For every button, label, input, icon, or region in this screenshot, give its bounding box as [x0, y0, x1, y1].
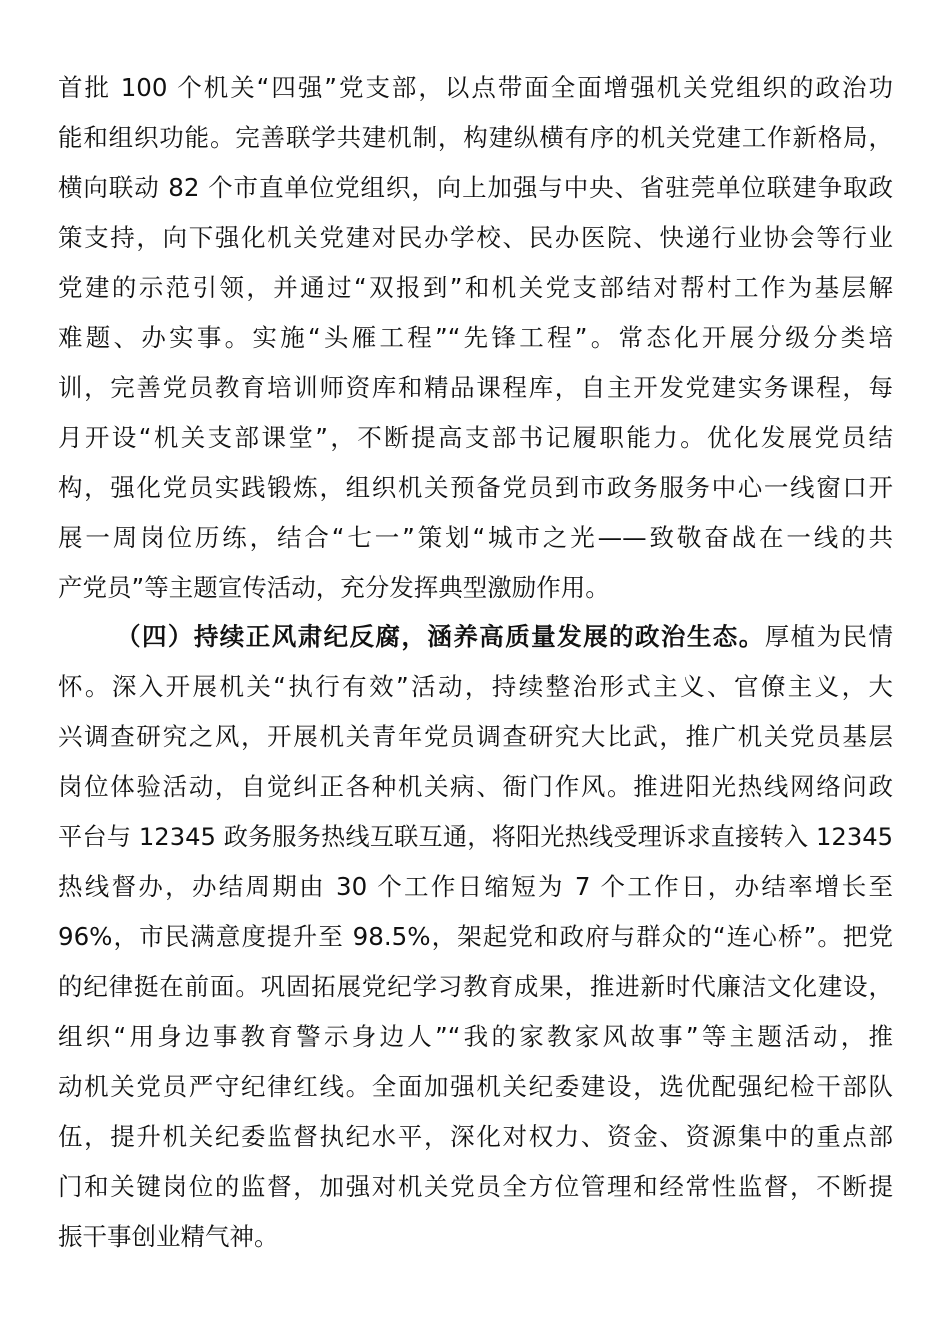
text-line: 首批 100 个机关“四强”党支部，以点带面全面增强机关党组织的政治功	[58, 73, 893, 102]
text-line: 能和组织功能。完善联学共建机制，构建纵横有序的机关党建工作新格局，	[58, 123, 893, 152]
text-line: 96%，市民满意度提升至 98.5%，架起党和政府与群众的“连心桥”。把党	[58, 922, 893, 951]
text-line: 构，强化党员实践锻炼，组织机关预备党员到市政务服务中心一线窗口开	[58, 473, 893, 502]
text-line: 党建的示范引领，并通过“双报到”和机关党支部结对帮村工作为基层解	[58, 273, 893, 302]
text-line: 振干事创业精气神。	[58, 1222, 279, 1251]
text-line: 平台与 12345 政务服务热线互联互通，将阳光热线受理诉求直接转入 12345	[58, 823, 893, 851]
text-line: 产党员”等主题宣传活动，充分发挥典型激励作用。	[58, 573, 610, 602]
text-line: 兴调查研究之风，开展机关青年党员调查研究大比武，推广机关党员基层	[58, 722, 893, 751]
text-line: 的纪律挺在前面。巩固拓展党纪学习教育成果，推进新时代廉洁文化建设，	[58, 972, 893, 1001]
heading-line-rest: 厚植为民情	[764, 622, 894, 651]
text-line: 展一周岗位历练，结合“七一”策划“城市之光——致敬奋战在一线的共	[58, 523, 893, 552]
section-heading-line	[58, 612, 893, 662]
text-line: 策支持，向下强化机关党建对民办学校、民办医院、快递行业协会等行业	[58, 223, 893, 252]
text-line: 怀。深入开展机关“执行有效”活动，持续整治形式主义、官僚主义，大	[58, 672, 893, 701]
text-line: 热线督办，办结周期由 30 个工作日缩短为 7 个工作日，办结率增长至	[58, 872, 893, 901]
text-line: 组织“用身边事教育警示身边人”“我的家教家风故事”等主题活动，推	[58, 1022, 893, 1051]
text-line: 横向联动 82 个市直单位党组织，向上加强与中央、省驻莞单位联建争取政	[58, 173, 893, 202]
paragraph-discipline	[58, 612, 893, 1262]
text-line: 门和关键岗位的监督，加强对机关党员全方位管理和经常性监督，不断提	[58, 1172, 893, 1201]
text-line: 岗位体验活动，自觉纠正各种机关病、衙门作风。推进阳光热线网络问政	[58, 772, 893, 801]
paragraph-party-building	[58, 63, 893, 613]
text-line: 训，完善党员教育培训师资库和精品课程库，自主开发党建实务课程，每	[58, 373, 893, 402]
text-line: 难题、办实事。实施“头雁工程”“先锋工程”。常态化开展分级分类培	[58, 323, 893, 352]
text-line: 月开设“机关支部课堂”，不断提高支部书记履职能力。优化发展党员结	[58, 423, 893, 452]
section-heading: （四）持续正风肃纪反腐，涵养高质量发展的政治生态。	[116, 622, 765, 651]
text-line: 动机关党员严守纪律红线。全面加强机关纪委建设，选优配强纪检干部队	[58, 1072, 893, 1101]
text-line: 伍，提升机关纪委监督执纪水平，深化对权力、资金、资源集中的重点部	[58, 1122, 893, 1151]
